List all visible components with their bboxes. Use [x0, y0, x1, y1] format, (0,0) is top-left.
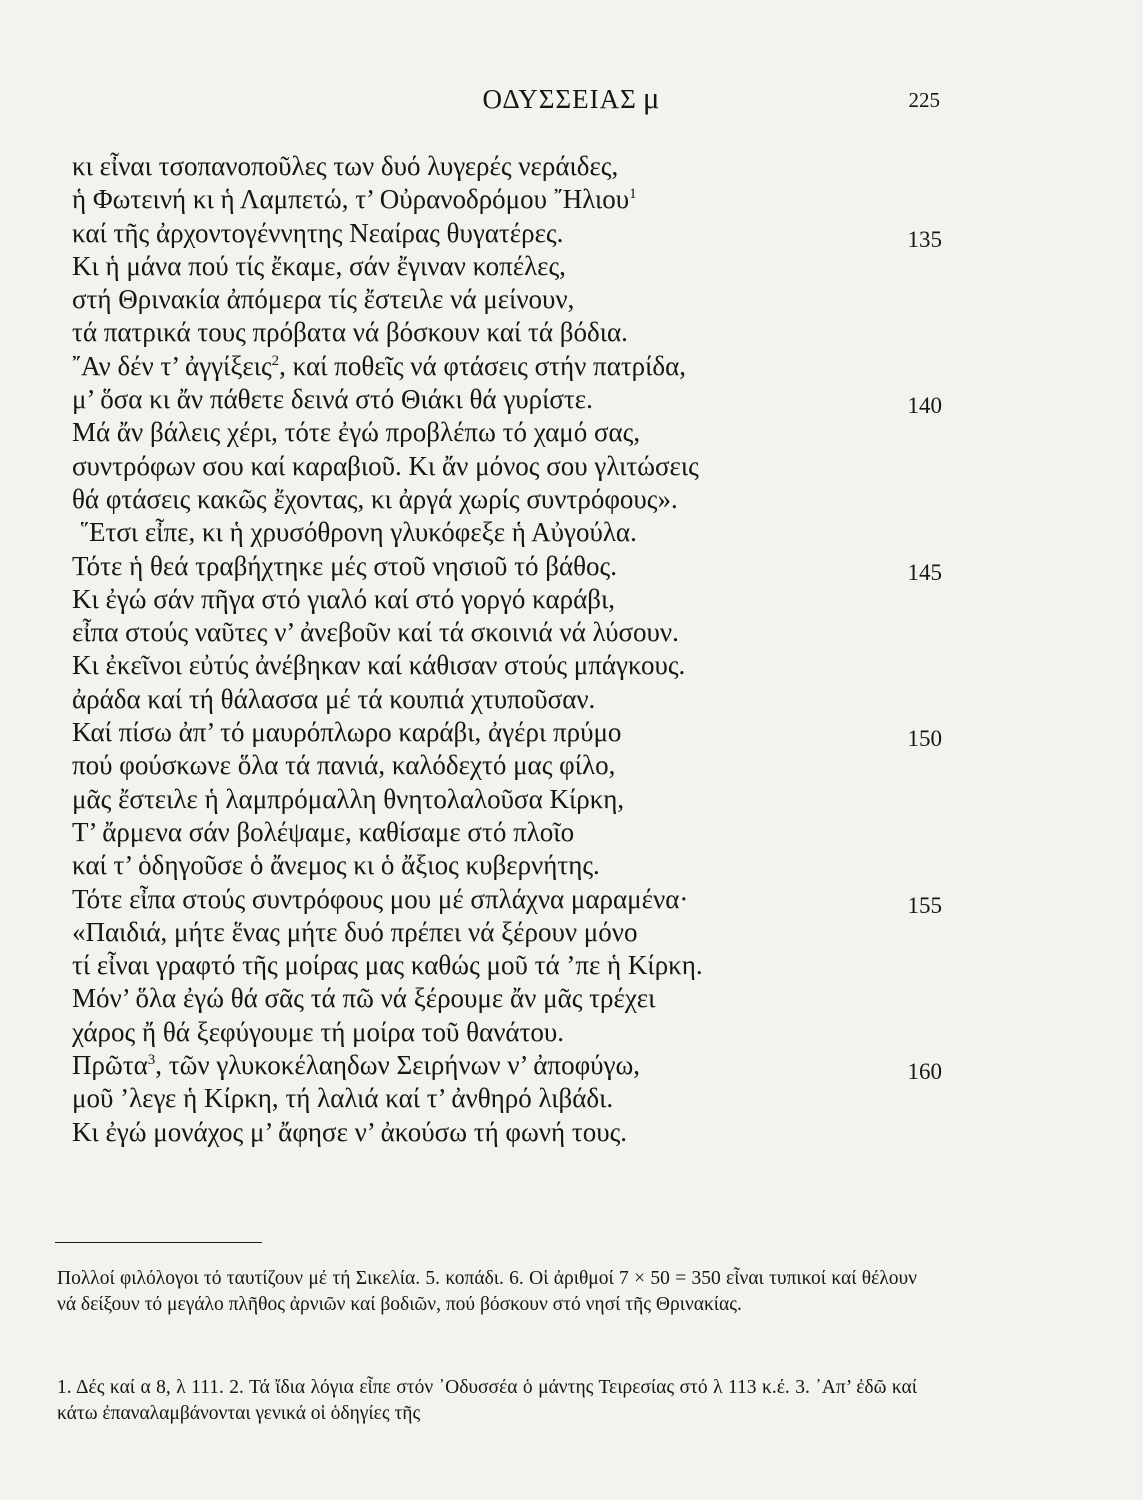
verse-text — [72, 151, 618, 181]
verse-line — [72, 1082, 942, 1115]
verse-text-main: καί τῆς ἀρχοντογέννητης Νεαίρας θυγατέρες. — [72, 217, 564, 248]
verse-text — [72, 1050, 640, 1080]
verse-text-main: Καί πίσω ἀπ’ τό μαυρόπλωρο καράβι, ἀγέρι πρύμο — [72, 717, 622, 748]
verse-line — [72, 217, 942, 250]
footnote-reference: 2 — [271, 352, 280, 369]
verse-text-main: τά πατρικά τους πρόβατα νά βόσκουν καί τά βόδια. — [72, 317, 628, 348]
verse-text — [72, 684, 595, 714]
verse-line — [72, 649, 942, 682]
verse-number: 140 — [907, 393, 942, 419]
verse-line — [72, 1049, 942, 1085]
verse-text — [72, 884, 688, 914]
verse-text — [72, 317, 628, 347]
verse-text-continuation: , καί ποθεῖς νά φτάσεις στήν πατρίδα, — [279, 350, 687, 381]
verse-text — [72, 551, 617, 581]
verse-line — [72, 616, 942, 649]
verse-text — [72, 717, 621, 747]
verse-text — [72, 850, 600, 880]
verse-text-main: ῎Αν δέν τ’ ἀγγίξεις — [72, 350, 272, 381]
verse-text — [72, 184, 637, 214]
footnote-block-current: 1. Δές καί α 8, λ 111. 2. Τά ἴδια λόγια εἶπε στόν ᾿Οδυσσέα ὁ μάντης Τειρεσίας στό λ 113 κ.έ. 3. ᾿Απ’ ἐδῶ καί κάτω ἐπαναλαμβάνονται γενικά οἱ ὁδηγίες τῆς — [57, 1377, 917, 1424]
verse-text — [72, 417, 640, 447]
footnote-reference: 1 — [629, 186, 637, 203]
verse-text-main: εἶπα στούς ναῦτες ν’ ἀνεβοῦν καί τά σκοινιά νά λύσουν. — [72, 617, 679, 648]
verse-number: 160 — [907, 1059, 942, 1085]
verse-text-main: Μά ἄν βάλεις χέρι, τότε ἐγώ προβλέπω τό χαμό σας, — [72, 417, 641, 448]
verse-text — [72, 983, 655, 1013]
verse-text — [72, 817, 574, 847]
verse-text — [72, 1017, 564, 1047]
verse-text-main: ἡ Φωτεινή κι ἡ Λαμπετώ, τ’ Οὐρανοδρόμου ῎Ηλιου — [72, 184, 630, 215]
verse-text — [72, 484, 678, 514]
verse-text-main: Πρῶτα — [72, 1050, 148, 1081]
running-head-title: ΟΔΥΣΣΕΙΑΣ — [482, 84, 637, 114]
verse-line — [72, 583, 942, 616]
verse-text-main: στή Θρινακία ἀπόμερα τίς ἔστειλε νά μείνουν, — [72, 284, 575, 315]
verse-text-main: τί εἶναι γραφτό τῆς μοίρας μας καθώς μοῦ τά ’πε ἡ Κίρκη. — [72, 950, 703, 981]
verse-line — [72, 483, 942, 516]
verse-line — [72, 716, 942, 752]
verse-line — [72, 383, 942, 419]
verse-text-main: θά φτάσεις κακῶς ἔχοντας, κι ἀργά χωρίς συντρόφους». — [72, 483, 678, 514]
verse-line — [72, 550, 942, 583]
verse-line — [72, 783, 942, 816]
verse-line — [72, 450, 942, 483]
verse-text — [72, 650, 685, 680]
verse-line — [72, 1116, 942, 1149]
verse-text-main: μᾶς ἔστειλε ἡ λαμπρόμαλλη θνητολαλοῦσα Κίρκη, — [72, 783, 625, 814]
footnote-separator — [55, 1242, 262, 1243]
verse-text-main: πού φούσκωνε ὅλα τά πανιά, καλόδεχτό μας φίλο, — [72, 750, 616, 781]
verse-number: 155 — [907, 892, 942, 918]
footnote-reference: 3 — [147, 1052, 156, 1069]
verse-line — [72, 1016, 942, 1049]
verse-line — [72, 150, 942, 183]
verse-text-main: Κι ἐκεῖνοι εὐτύς ἀνέβηκαν καί κάθισαν στούς μπάγκους. — [72, 650, 686, 681]
verse-line — [72, 350, 942, 383]
verse-number: 145 — [907, 559, 942, 585]
verse-line — [72, 816, 942, 849]
verse-text — [72, 917, 637, 947]
verse-text-main: Τ’ ἄρμενα σάν βολέψαμε, καθίσαμε στό πλοῖο — [72, 816, 575, 847]
poem-text — [72, 150, 942, 1149]
page-number: 225 — [908, 88, 940, 112]
verse-line — [72, 250, 942, 283]
verse-text-main: κι εἶναι τσοπανοποῦλες των δυό λυγερές νεράιδες, — [72, 151, 619, 181]
verse-text-main: «Παιδιά, μήτε ἕνας μήτε δυό πρέπει νά ξέρουν μόνο — [72, 916, 638, 947]
verse-text — [72, 1083, 613, 1113]
verse-text — [72, 784, 624, 814]
verse-line — [72, 916, 942, 949]
verse-text-main: μ’ ὅσα κι ἄν πάθετε δεινά στό Θιάκι θά γυρίστε. — [72, 384, 593, 415]
verse-text — [72, 750, 615, 780]
footnote-block-carryover: Πολλοί φιλόλογοι τό ταυτίζουν μέ τή Σικελία. 5. κοπάδι. 6. Οἱ ἀριθμοί 7 × 50 = 350 εἶναι τυπικοί καί θέλουν νά δείξουν τό μεγάλο πλῆθος ἀρνιῶν καί βοδιῶν, πού βόσκουν στό νησί τῆς Θρινακίας. — [57, 1268, 917, 1315]
verse-text-main: Τότε εἶπα στούς συντρόφους μου μέ σπλάχνα μαραμένα· — [72, 883, 689, 914]
verse-text — [72, 584, 615, 614]
verse-line — [72, 316, 942, 349]
verse-text-main: ἀράδα καί τή θάλασσα μέ τά κουπιά χτυποῦσαν. — [72, 683, 596, 714]
verse-line — [72, 849, 942, 882]
verse-text-main: ῞Ετσι εἶπε, κι ἡ χρυσόθρονη γλυκόφεξε ἡ Αὐγούλα. — [80, 517, 637, 548]
verse-line — [72, 416, 942, 449]
verse-line — [72, 883, 942, 916]
verse-text — [72, 284, 574, 314]
running-head-book-letter: μ — [642, 80, 661, 115]
verse-text — [72, 451, 699, 481]
verse-line — [72, 982, 942, 1015]
verse-line — [72, 516, 942, 549]
verse-text-main: Κι ἐγώ μονάχος μ’ ἄφησε ν’ ἀκούσω τή φωνή τους. — [72, 1116, 628, 1147]
running-head — [0, 80, 1143, 116]
verse-text — [72, 218, 563, 248]
verse-line — [72, 283, 942, 316]
verse-line — [72, 683, 942, 716]
verse-text — [72, 517, 637, 547]
verse-line — [72, 183, 942, 216]
verse-text-main: συντρόφων σου καί καραβιοῦ. Κι ἄν μόνος σου γλιτώσεις — [72, 450, 699, 481]
verse-text-main: Μόν’ ὅλα ἐγώ θά σᾶς τά πῶ νά ξέρουμε ἄν μᾶς τρέχει — [72, 983, 656, 1014]
verse-text — [72, 251, 566, 281]
verse-text-main: μοῦ ’λεγε ἡ Κίρκη, τή λαλιά καί τ’ ἀνθηρό λιβάδι. — [72, 1083, 614, 1114]
verse-text-main: χάρος ἤ θά ξεφύγουμε τή μοίρα τοῦ θανάτου. — [72, 1016, 565, 1047]
verse-number: 135 — [907, 226, 942, 252]
verse-text — [72, 950, 703, 980]
verse-text — [72, 617, 679, 647]
verse-text-main: Κι ἐγώ σάν πῆγα στό γιαλό καί στό γοργό καράβι, — [72, 583, 616, 614]
verse-text-continuation: , τῶν γλυκοκέλαηδων Σειρήνων ν’ ἀποφύγω, — [155, 1050, 640, 1081]
verse-line — [72, 949, 942, 982]
verse-text — [72, 351, 686, 381]
verse-text — [72, 384, 593, 414]
verse-number: 150 — [907, 726, 942, 752]
verse-text-main: Τότε ἡ θεά τραβήχτηκε μές στοῦ νησιοῦ τό βάθος. — [72, 550, 617, 581]
verse-text-main: καί τ’ ὁδηγοῦσε ὁ ἄνεμος κι ὁ ἄξιος κυβερνήτης. — [72, 850, 600, 881]
verse-text-main: Κι ἡ μάνα πού τίς ἔκαμε, σάν ἔγιναν κοπέλες, — [72, 250, 566, 281]
verse-line — [72, 749, 942, 782]
verse-text — [72, 1117, 627, 1147]
